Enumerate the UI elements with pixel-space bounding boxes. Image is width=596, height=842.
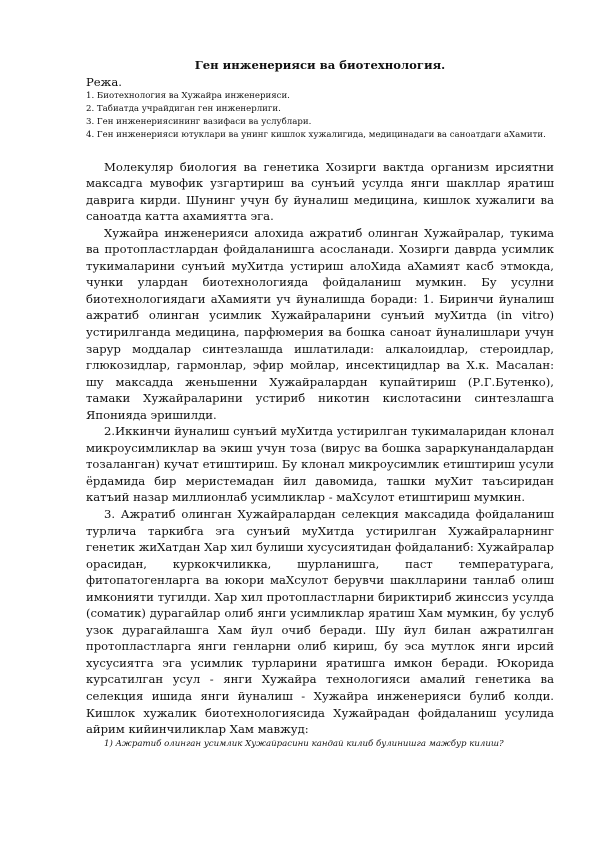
body-paragraph: 3. Ажратиб олинган Хужайралардан селекция максадида фойдаланиш турлича таркибга эга сунъий муХитда устирилган Хужайраларнинг генетик жиХатдан Хар хил булиши хусусиятидан фойдаланиб: Хужайралар орасидан, куркокчиликка, шурланишга, паст температурага, фитопатогенларга ва юкори маХсулот берувчи шаклларини танлаб олиш имконияти тугилди. Хар хил протопластларни бириктириб жинссиз усулда (соматик) дурагайлар олиб янги усимликлар яратиш Хам мумкин, бу услуб узок дурагайлашга Хам йул очиб беради. Шу йул билан ажратилган протопластларга янги генларни олиб кириш, бу эса мутлок янги ирсий хусусиятга эга усимлик турларини яратишга имкон беради. Юкорида курсатилган усул - янги Хужайра технологияси амалий генетика ва селекция ишида янги йуналиш - Хужайра инженерияси булиб колди. Кишлок хужалик биотехнологиясида Хужайрадан фойдаланиш усулида айрим кийинчиликлар Хам мавжуд: bbox=[86, 506, 554, 737]
body-paragraph: Молекуляр биология ва генетика Хозирги вактда организм ирсиятни максадга мувофик узгартириш ва сунъий усулда янги шакллар яратиш даврига кирди. Шунинг учун бу йуналиш медицина, кишлок хужалиги ва саноатда катта ахамиятта эга. bbox=[86, 159, 554, 224]
plan-item: 2. Табиатда учрайдиган ген инженерлиги. bbox=[86, 104, 281, 114]
document-title: Ген инженерияси ва биотехнология. bbox=[194, 58, 446, 72]
plan-item: 1. Биотехнология ва Хужайра инженерияси. bbox=[86, 91, 290, 101]
body-paragraph: 2.Иккинчи йуналиш сунъий муХитда устирилган тукималаридан клонал микроусимликлар ва экиш учун тоза (вирус ва бошка зараркунандалардан тозаланган) кучат етиштириш. Бу клонал микроусимлик етиштириш усули ёрдамида бир меристемадан йил давомида, ташки муХит таъсиридан катъий назар миллионлаб усимликлар - маХсулот етиштириш мумкин. bbox=[86, 424, 554, 505]
plan-item: 3. Ген инженериясининг вазифаси ва услублари. bbox=[86, 117, 312, 127]
plan-item: 4. Ген инженерияси ютуклари ва унинг кишлок хужалигида, медицинадаги ва саноатдаги аХамити. bbox=[86, 130, 546, 140]
section-spacer bbox=[86, 142, 554, 159]
review-question: 1) Ажратиб олинган усимлик Хужайрасини кандай килиб булинишга мажбур килиш? bbox=[104, 738, 504, 749]
document-body bbox=[86, 57, 554, 751]
body-paragraph: Хужайра инженерияси алохида ажратиб олинган Хужайралар, тукима ва протопластлардан фойдаланишга асосланади. Хозирги даврда усимлик тукималарини сунъий муХитда устириш алоХида аХамият касб этмокда, чунки улардан биотехнологияда фойдаланиш мумкин. Бу усулни биотехнологиядаги аХамияти уч йуналишда боради: 1. Биринчи йуналиш ажратиб олинган усимлик Хужайраларини сунъий муХитда (in vitro) устирилганда медицина, парфюмерия ва бошка саноат йуналишлари учун зарур моддалар синтезлашда ишлатилади: алкалоидлар, стероидлар, глюкозидлар, гармонлар, эфир мойлар, инсектицидлар ва Х.к. Масалан: шу максадда женьшенни Хужайралардан купайтириш (Р.Г.Бутенко), тамаки Хужайраларини устириб никотин кислотасини синтезлашга Японияда эришилди. bbox=[86, 225, 554, 422]
plan-heading: Режа. bbox=[86, 75, 122, 89]
